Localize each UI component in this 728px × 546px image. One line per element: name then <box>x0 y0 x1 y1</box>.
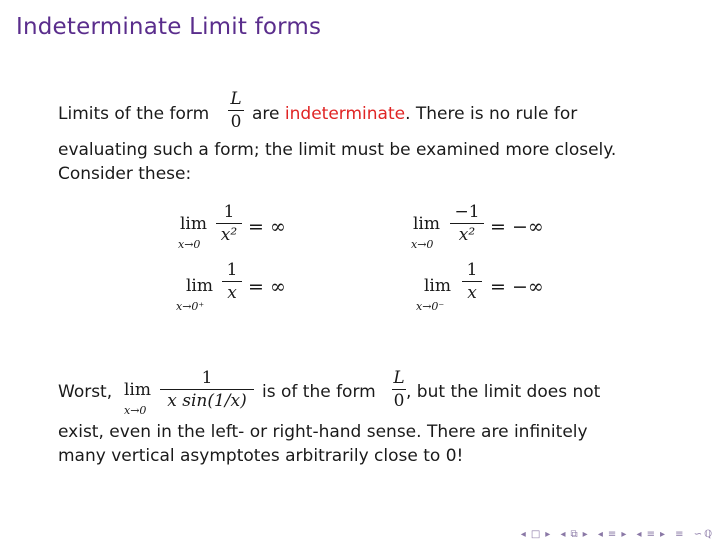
example-4-lim: lim <box>424 276 451 296</box>
intro-text-are: are <box>252 104 280 124</box>
beamer-nav-bar <box>518 529 714 540</box>
intro-text-a: Limits of the form <box>58 104 210 124</box>
example-1-result: = ∞ <box>248 216 286 238</box>
fraction-numerator: L <box>230 89 242 109</box>
worst-num: 1 <box>201 368 213 388</box>
worst-form-num: L <box>393 368 405 388</box>
example-4-den: x <box>467 283 477 303</box>
example-3-num: 1 <box>226 260 238 280</box>
highlight-indeterminate: indeterminate <box>284 104 406 124</box>
frame-right-icon[interactable]: ▸ <box>582 529 590 540</box>
example-2-lim: lim <box>413 214 440 234</box>
example-3-result: = ∞ <box>248 276 286 298</box>
example-1-den: x² <box>220 225 238 245</box>
worst-mid: is of the form <box>262 382 376 402</box>
worst-prefix: Worst, <box>58 382 113 402</box>
example-1-sub: x→0 <box>178 238 201 251</box>
example-2-den: x² <box>458 225 476 245</box>
frame-icon[interactable]: □ <box>530 529 543 540</box>
frame-stack-icon[interactable]: ⧉ <box>570 529 580 540</box>
example-3-sub: x→0⁺ <box>176 300 205 313</box>
worst-fraction <box>160 369 254 410</box>
intro-line-1-rest <box>252 102 577 126</box>
fraction-bar <box>228 110 244 111</box>
search-icon[interactable]: ∽ℚ <box>693 529 714 540</box>
page-title: Indeterminate Limit forms <box>16 14 322 40</box>
example-4-fraction <box>462 261 482 302</box>
subsection-right-icon[interactable]: ▸ <box>659 529 667 540</box>
align-icon[interactable]: ≡ <box>675 529 686 540</box>
fraction-denominator: 0 <box>230 112 242 132</box>
intro-line-1 <box>58 102 209 126</box>
worst-form-fraction <box>392 369 406 410</box>
fraction-bar <box>462 281 482 282</box>
example-3-den: x <box>227 283 237 303</box>
example-3-lim: lim <box>186 276 213 296</box>
example-4-result: = −∞ <box>490 276 544 298</box>
worst-lim: lim <box>124 380 151 400</box>
worst-sub: x→0 <box>124 404 147 417</box>
frame-left-icon[interactable]: ◂ <box>560 529 568 540</box>
subsection-icon[interactable]: ≡ <box>646 529 657 540</box>
nav-right-icon[interactable]: ▸ <box>545 529 553 540</box>
intro-fraction <box>228 90 244 131</box>
section-icon[interactable]: ≡ <box>607 529 619 540</box>
example-1-fraction <box>216 203 242 244</box>
intro-line-2: evaluating such a form; the limit must be examined more closely. <box>58 140 617 160</box>
fraction-bar <box>450 223 484 224</box>
fraction-bar <box>216 223 242 224</box>
section-right-icon[interactable]: ▸ <box>621 529 629 540</box>
subsection-left-icon[interactable]: ◂ <box>636 529 644 540</box>
worst-den: x sin(1/x) <box>167 391 247 411</box>
intro-text-c: . There is no rule for <box>405 104 578 124</box>
example-1-num: 1 <box>223 202 235 222</box>
worst-line-2: exist, even in the left- or right-hand sense. There are infinitely <box>58 422 588 442</box>
section-left-icon[interactable]: ◂ <box>597 529 605 540</box>
example-2-result: = −∞ <box>490 216 544 238</box>
example-2-fraction <box>450 203 484 244</box>
fraction-bar <box>160 389 254 390</box>
example-4-sub: x→0⁻ <box>416 300 445 313</box>
worst-line-3: many vertical asymptotes arbitrarily close to 0! <box>58 446 464 466</box>
worst-form-den: 0 <box>393 391 405 411</box>
example-4-num: 1 <box>466 260 478 280</box>
example-2-sub: x→0 <box>411 238 434 251</box>
example-1-lim: lim <box>180 214 207 234</box>
worst-suffix: , but the limit does not <box>406 382 601 402</box>
nav-left-icon[interactable]: ◂ <box>520 529 528 540</box>
example-3-fraction <box>222 261 242 302</box>
fraction-bar <box>392 389 406 390</box>
intro-line-3: Consider these: <box>58 164 192 184</box>
example-2-num: −1 <box>454 202 480 222</box>
fraction-bar <box>222 281 242 282</box>
